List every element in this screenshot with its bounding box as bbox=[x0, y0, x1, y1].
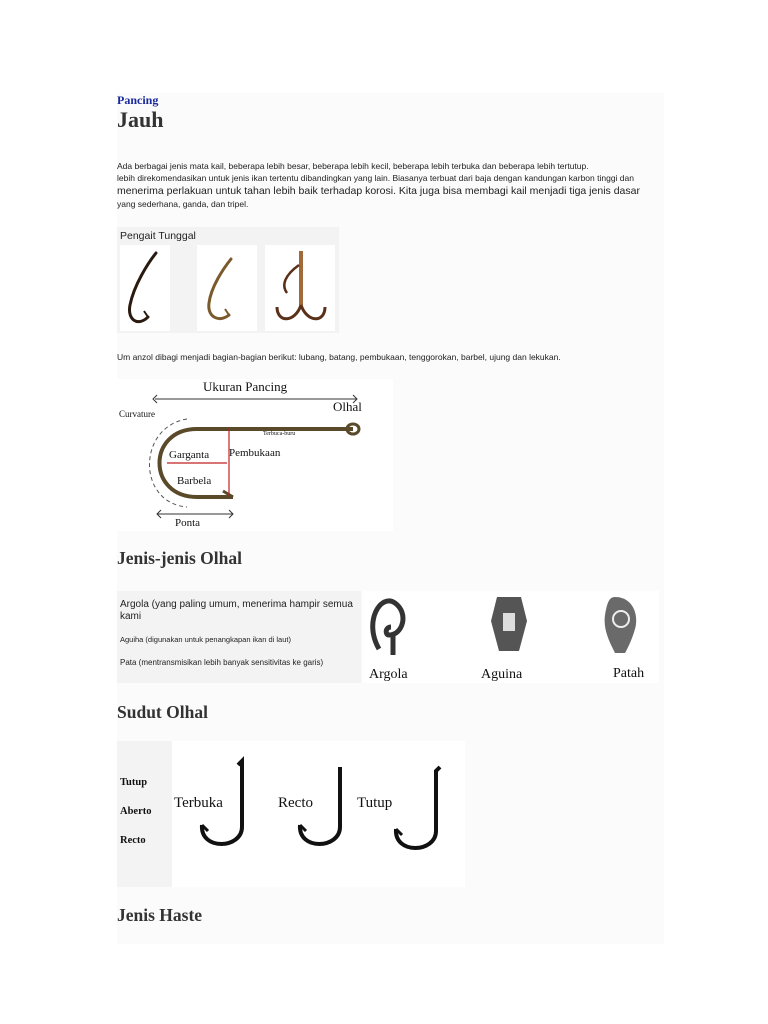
angle-img-label-2: Recto bbox=[278, 795, 313, 811]
hook-image-2 bbox=[197, 245, 257, 331]
eye-type-ring: Argola (yang paling umum, menerima hampir semua kami bbox=[120, 599, 353, 622]
figure-caption: Pengait Tunggal bbox=[120, 230, 196, 242]
intro-line-4: yang sederhana, ganda, dan tripel. bbox=[117, 199, 249, 209]
angle-list-1: Tutup bbox=[120, 777, 148, 788]
label-opening: Pembukaan bbox=[229, 447, 281, 459]
intro-line-3: menerima perlakuan untuk tahan lebih baik terhadap korosi. Kita juga bisa membagi kail menjadi tiga jenis dasar bbox=[117, 185, 640, 197]
breadcrumb[interactable]: Pancing bbox=[117, 93, 159, 107]
label-curvature: Curvature bbox=[119, 409, 155, 419]
eye-angle-image bbox=[172, 741, 465, 887]
eye-types-list bbox=[117, 591, 361, 683]
img-label-paddle: Patah bbox=[613, 666, 645, 681]
heading-eye-angle: Sudut Olhal bbox=[117, 702, 208, 722]
angle-img-label-1: Terbuka bbox=[174, 795, 223, 811]
label-barb: Barbela bbox=[177, 475, 212, 487]
parts-paragraph: Um anzol dibagi menjadi bagian-bagian berikut: lubang, batang, pembukaan, tenggorokan, barbel, ujung dan lekukan. bbox=[117, 352, 561, 362]
label-eye: Olhal bbox=[333, 399, 362, 414]
intro-line-2: lebih direkomendasikan untuk jenis ikan tertentu dibandingkan yang lain. Biasanya terbuat dari baja dengan kandungan karbon tinggi dan bbox=[117, 173, 634, 183]
label-throat: Garganta bbox=[169, 449, 210, 461]
img-label-needle: Aguina bbox=[481, 667, 523, 682]
angle-img-label-3: Tutup bbox=[357, 795, 393, 811]
article-sheet bbox=[117, 93, 664, 944]
hook-image-3 bbox=[265, 245, 335, 331]
label-size: Ukuran Pancing bbox=[203, 379, 288, 394]
heading-eye-types: Jenis-jenis Olhal bbox=[117, 548, 242, 568]
intro-line-1: Ada berbagai jenis mata kail, beberapa lebih besar, beberapa lebih kecil, beberapa lebih terbuka dan beberapa lebih tertutup. bbox=[117, 161, 589, 171]
eye-angle-figure bbox=[117, 741, 465, 887]
page-title: Jauh bbox=[117, 107, 164, 132]
eye-types-image bbox=[363, 591, 659, 683]
eye-type-paddle: Pata (mentransmisikan lebih banyak sensitivitas ke garis) bbox=[120, 658, 324, 667]
img-label-ring: Argola bbox=[369, 667, 408, 682]
label-point: Ponta bbox=[175, 517, 201, 529]
hook-anatomy-diagram bbox=[117, 379, 393, 531]
eye-type-needle: Aguiha (digunakan untuk penangkapan ikan di laut) bbox=[120, 635, 291, 644]
single-hook-figure bbox=[117, 227, 339, 333]
label-small: Terbuca-buru bbox=[263, 431, 296, 437]
hook-image-1 bbox=[120, 245, 170, 331]
angle-list-2: Aberto bbox=[120, 806, 152, 817]
heading-shank-types: Jenis Haste bbox=[117, 905, 203, 925]
angle-list-3: Recto bbox=[120, 835, 146, 846]
